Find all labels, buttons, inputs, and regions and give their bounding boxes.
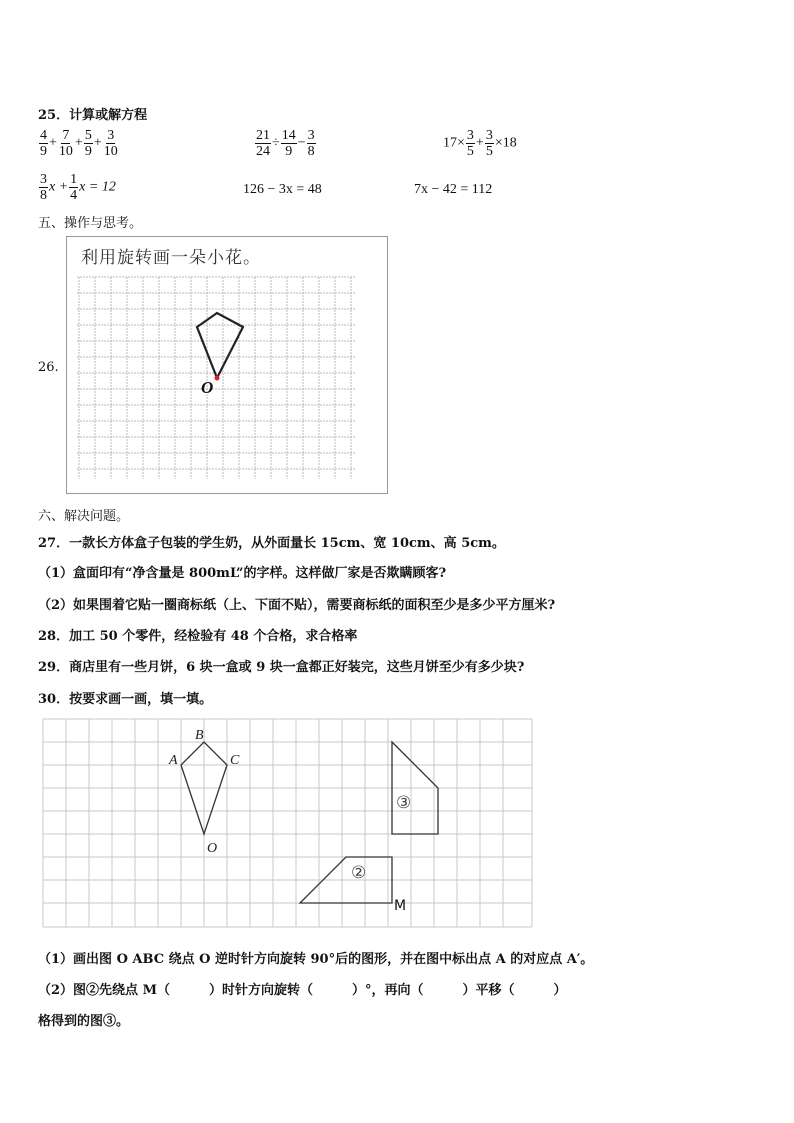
q27-sub1: （1）盒面印有“净含量是 800mL”的字样。这样做厂家是否欺瞒顾客? bbox=[38, 566, 447, 581]
q30-sub2-continued: 格得到的图③。 bbox=[38, 1014, 130, 1029]
q30-label-c: C bbox=[230, 753, 240, 768]
q26-caption: 利用旋转画一朵小花。 bbox=[81, 248, 261, 268]
q30-label-m: M bbox=[394, 898, 407, 914]
q29-text: 29．商店里有一些月饼，6 块一盒或 9 块一盒都正好装完，这些月饼至少有多少块? bbox=[38, 660, 525, 675]
q26-number: 26. bbox=[38, 360, 59, 375]
q30-label-a: A bbox=[169, 753, 178, 768]
q25-expr-3: 17× $\frac{3}{5}$ + $\frac{3}{5}$ ×18 bbox=[443, 128, 517, 159]
q30-figure-2-label: ② bbox=[351, 863, 367, 882]
q30-figure-3-label: ③ bbox=[396, 793, 412, 812]
q30-sub2: （2）图②先绕点 M（ ）时针方向旋转（ ）°，再向（ ）平移（ ） bbox=[38, 983, 567, 998]
q25-equation-2: 126 − 3x = 48 bbox=[243, 182, 322, 197]
q30-stem: 30．按要求画一画，填一填。 bbox=[38, 692, 213, 707]
q27-sub2: （2）如果围着它贴一圈商标纸（上、下面不贴），需要商标纸的面积至少是多少平方厘米? bbox=[38, 598, 556, 613]
q25-expr-2: $\frac{21}{24}$ ÷ $\frac{14}{9}$ − $\frac{3}{8}$ bbox=[256, 128, 315, 159]
q30-label-b: B bbox=[195, 728, 204, 743]
q30-sub1: （1）画出图 O ABC 绕点 O 逆时针方向旋转 90°后的图形，并在图中标出点 A 的对应点 A′。 bbox=[38, 952, 594, 967]
section-five-heading: 五、操作与思考。 bbox=[38, 216, 143, 231]
q25-equation-3: 7x − 42 = 112 bbox=[414, 182, 493, 197]
q26-point-o-label: O bbox=[201, 378, 214, 397]
q25-title: 25．计算或解方程 bbox=[38, 108, 148, 123]
q25-equation-1: $\frac{3}{8}$ x + $\frac{1}{4}$ x = 12 bbox=[40, 172, 116, 203]
q30-grid-lines bbox=[43, 719, 532, 927]
q27-stem: 27．一款长方体盒子包装的学生奶，从外面量长 15cm、宽 10cm、高 5cm。 bbox=[38, 536, 505, 551]
q25-expr-1: $\frac{4}{9}$ + $\frac{7}{10}$ + $\frac{5}{9}$ + $\frac{3}{10}$ bbox=[40, 128, 118, 159]
q30-label-o: O bbox=[207, 841, 218, 856]
q28-text: 28．加工 50 个零件，经检验有 48 个合格，求合格率 bbox=[38, 629, 358, 644]
section-six-heading: 六、解决问题。 bbox=[38, 509, 130, 524]
